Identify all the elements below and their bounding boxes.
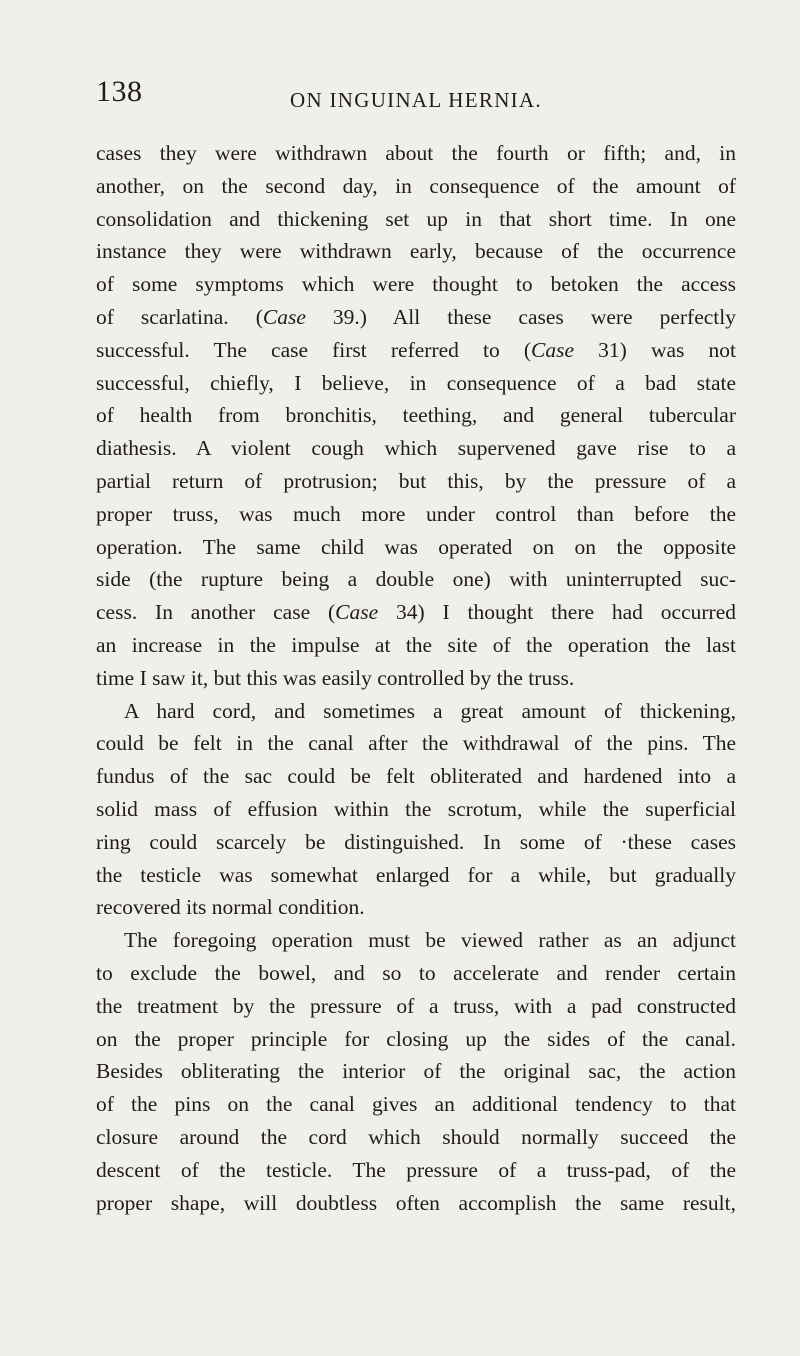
body-text — [96, 137, 736, 1219]
text-line: cess. In another case (Case 34) I thought there had occurred — [96, 600, 736, 625]
text-line: of health from bronchitis, teething, and general tubercular — [96, 403, 736, 428]
text-line: of the pins on the canal gives an additional tendency to that — [96, 1092, 736, 1117]
text-line: another, on the second day, in consequence of the amount of — [96, 173, 736, 198]
text-line: partial return of protrusion; but this, by the pressure of a — [96, 468, 736, 493]
text-line: to exclude the bowel, and so to accelerate and render certain — [96, 960, 736, 985]
case-citation: Case — [262, 304, 306, 329]
text-line: recovered its normal condition. — [96, 895, 365, 920]
text-line: successful. The case first referred to (Case 31) was not — [96, 337, 736, 362]
text-line: proper shape, will doubtless often accomplish the same result, — [96, 1190, 736, 1215]
text-line: of scarlatina. (Case 39.) All these cases were perfectly — [96, 304, 737, 329]
text-line: diathesis. A violent cough which supervened gave rise to a — [96, 436, 736, 461]
text-line: instance they were withdrawn early, because of the occurrence — [96, 239, 736, 264]
case-citation: Case — [335, 600, 379, 625]
text-line: cases they were withdrawn about the fourth or fifth; and, in — [96, 141, 736, 165]
text-line: ring could scarcely be distinguished. In some of ·these cases — [96, 829, 736, 854]
text-line: could be felt in the canal after the withdrawal of the pins. The — [96, 731, 736, 756]
text-line: consolidation and thickening set up in that short time. In one — [96, 206, 736, 231]
text-line: solid mass of effusion within the scrotum, while the superficial — [96, 796, 736, 821]
text-line: proper truss, was much more under control than before the — [96, 501, 736, 526]
text-line: the treatment by the pressure of a truss, with a pad constructed — [96, 993, 736, 1018]
text-line: an increase in the impulse at the site of the operation the last — [96, 632, 736, 657]
text-line: time I saw it, but this was easily controlled by the truss. — [96, 665, 575, 690]
text-line: the testicle was somewhat enlarged for a while, but gradually — [96, 862, 736, 887]
paragraph-start-line: A hard cord, and sometimes a great amount of thickening, — [124, 698, 736, 723]
page-number: 138 — [96, 75, 143, 108]
text-line: closure around the cord which should normally succeed the — [96, 1124, 736, 1149]
text-line: operation. The same child was operated on on the opposite — [96, 534, 736, 559]
text-line: fundus of the sac could be felt obliterated and hardened into a — [96, 764, 736, 789]
text-line: Besides obliterating the interior of the original sac, the action — [96, 1059, 736, 1084]
paragraph-start-line: The foregoing operation must be viewed rather as an adjunct — [124, 928, 736, 953]
case-citation: Case — [531, 337, 575, 362]
text-line: on the proper principle for closing up the sides of the canal. — [96, 1026, 736, 1051]
text-line: descent of the testicle. The pressure of a truss-pad, of the — [96, 1157, 736, 1182]
text-line: side (the rupture being a double one) with uninterrupted suc- — [96, 567, 736, 592]
text-line: successful, chiefly, I believe, in consequence of a bad state — [96, 370, 736, 395]
text-line: of some symptoms which were thought to betoken the access — [96, 272, 736, 297]
running-title: ON INGUINAL HERNIA. — [290, 88, 542, 112]
